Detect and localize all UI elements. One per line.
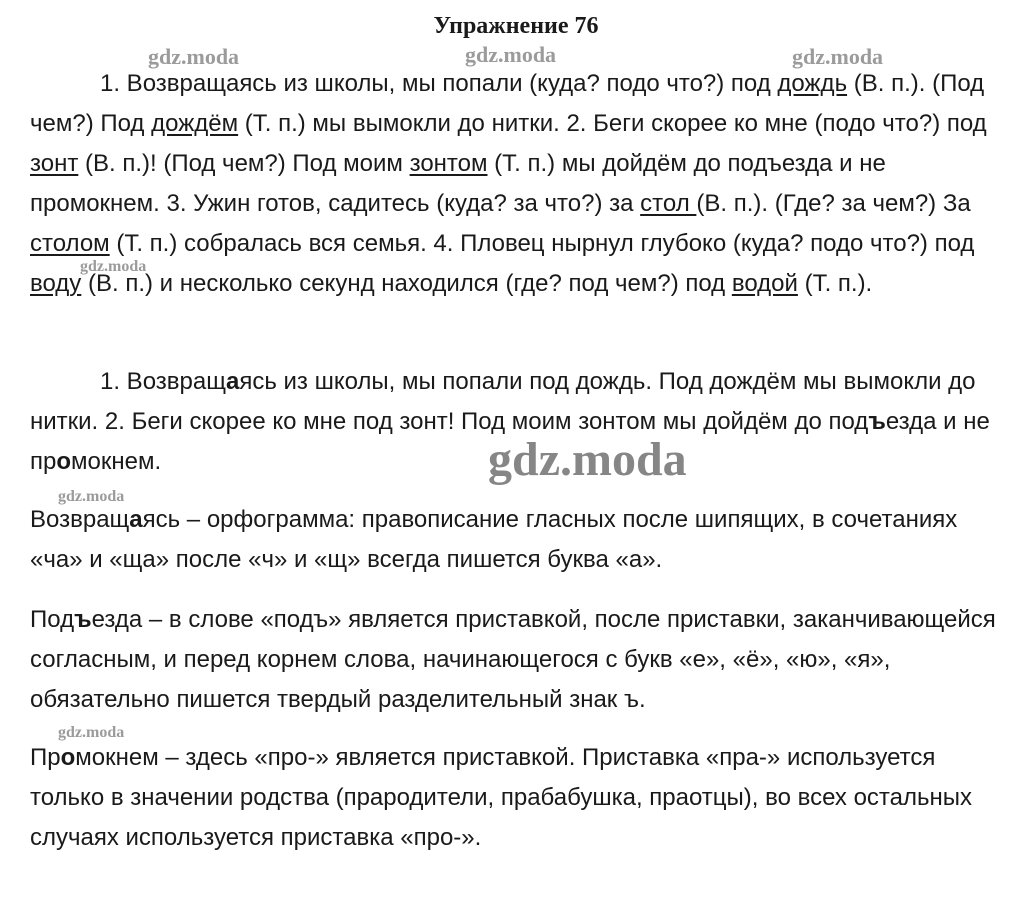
exercise-text: 1. Возвращаясь из школы, мы попали (куда? подо что?) под дождь (В. п.). (Под чем?) Под дождём (Т. п.) мы вымокли до нитки. 2. Беги скорее ко мне (подо что?) под зонт (В. п.)! (Под чем?) Под моим зонтом (Т. п.) мы дойдём до подъезда и не промокнем. 3. Ужин готов, садитесь (куда? за что?) за стол (В. п.). (Где? за чем?) За столом (Т. п.) собралась вся семья. 4. Пловец нырнул глубоко (куда? подо что?) под воду (В. п.) и несколько секунд находился (где? под чем?) под водой (Т. п.). bbox=[30, 70, 987, 297]
highlighted-letter: о bbox=[60, 744, 76, 771]
underlined-word: дождём bbox=[151, 110, 239, 137]
watermark: gdz.moda bbox=[792, 44, 884, 69]
underlined-word: стол bbox=[640, 190, 697, 217]
note-paragraph: Подъезда – в слове «подъ» является приставкой, после приставки, заканчивающейся согласным, и перед корнем слова, начинающегося с букв «е», «ё», «ю», «я», обязательно пишется твердый разделительный знак ъ. bbox=[30, 606, 996, 713]
underlined-word: дождь bbox=[777, 70, 848, 97]
page-title: Упражнение 76 bbox=[433, 13, 599, 39]
underlined-word: водой bbox=[731, 270, 798, 297]
underlined-word: зонт bbox=[30, 150, 79, 177]
watermark: gdz.moda bbox=[80, 258, 147, 275]
note-paragraph: Промокнем – здесь «про-» является приставкой. Приставка «пра-» используется только в значении родства (прародители, прабабушка, праотцы), во всех остальных случаях используется приставка «про-». bbox=[30, 744, 972, 851]
highlighted-letter: о bbox=[56, 448, 72, 475]
watermark: gdz.moda bbox=[58, 488, 125, 505]
underlined-word: столом bbox=[30, 230, 110, 257]
underlined-word: воду bbox=[30, 270, 82, 297]
watermark: gdz.moda bbox=[58, 724, 125, 741]
note-paragraph: Возвращаясь – орфограмма: правописание гласных после шипящих, в сочетаниях «ча» и «ща» после «ч» и «щ» всегда пишется буква «а». bbox=[30, 506, 958, 573]
highlighted-letter: а bbox=[129, 506, 143, 533]
highlighted-letter: ъ bbox=[74, 606, 92, 633]
highlighted-letter: ъ bbox=[868, 408, 886, 435]
underlined-word: зонтом bbox=[409, 150, 488, 177]
watermark: gdz.moda bbox=[465, 42, 557, 67]
watermark: gdz.moda bbox=[148, 44, 240, 69]
watermark: gdz.moda bbox=[488, 433, 687, 486]
answer-text: 1. Возвращаясь из школы, мы попали под дождь. Под дождём мы вымокли до нитки. 2. Беги скорее ко мне под зонт! Под моим зонтом мы дойдём до подъезда и не промокнем. bbox=[30, 368, 990, 475]
highlighted-letter: а bbox=[225, 368, 240, 395]
